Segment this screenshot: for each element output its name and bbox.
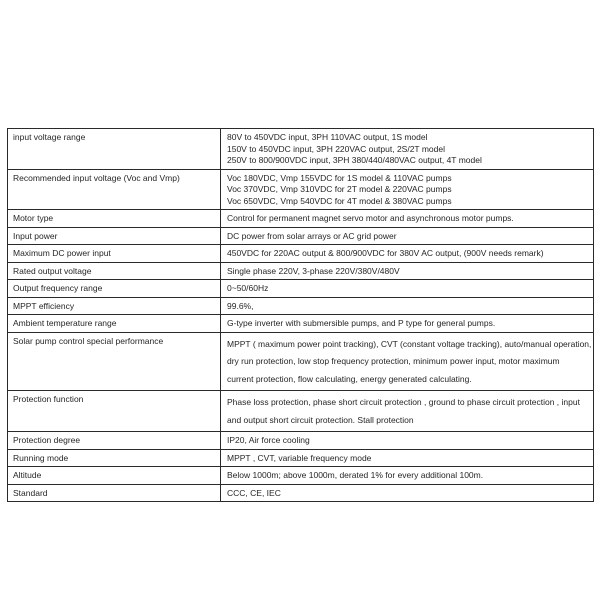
- table-row: [8, 391, 594, 432]
- value-cell: [221, 432, 594, 450]
- table-row: [8, 227, 594, 245]
- param-cell: [8, 332, 221, 391]
- value-line: 0~50/60Hz: [227, 283, 269, 293]
- value-line: Voc 650VDC, Vmp 540VDC for 4T model & 380VAC pumps: [227, 195, 452, 206]
- value-line: and output short circuit protection. Stall protection: [227, 414, 414, 425]
- param-label: Running mode: [13, 452, 69, 463]
- value-line: Single phase 220V, 3-phase 220V/380V/480V: [227, 265, 400, 276]
- value-line: Voc 370VDC, Vmp 310VDC for 2T model & 220VAC pumps: [227, 184, 452, 194]
- param-cell: [8, 391, 221, 432]
- table-row: [8, 315, 594, 333]
- param-cell: [8, 129, 221, 170]
- table-row: [8, 280, 594, 298]
- table-row: [8, 169, 594, 210]
- table-row: [8, 129, 594, 170]
- value-line: Voc 180VDC, Vmp 155VDC for 1S model & 110VAC pumps: [227, 172, 452, 183]
- value-line: Below 1000m; above 1000m, derated 1% for every additional 100m.: [227, 470, 484, 480]
- value-cell: [221, 332, 594, 391]
- param-label: Protection degree: [13, 435, 81, 445]
- param-label: Altitude: [13, 470, 42, 480]
- param-label: MPPT efficiency: [13, 300, 75, 311]
- value-line: 99.6%,: [227, 300, 254, 311]
- value-line: dry run protection, low stop frequency protection, minimum power input, motor maximum: [227, 356, 560, 366]
- param-label: Rated output voltage: [13, 265, 92, 276]
- value-cell: [221, 315, 594, 333]
- table-row: [8, 245, 594, 263]
- param-label: input voltage range: [13, 132, 86, 142]
- param-cell: [8, 467, 221, 485]
- param-cell: [8, 210, 221, 228]
- param-cell: [8, 245, 221, 263]
- param-label: Solar pump control special performance: [13, 335, 164, 346]
- value-line: 150V to 450VDC input, 3PH 220VAC output, 2S/2T model: [227, 143, 445, 154]
- value-line: 450VDC for 220AC output & 800/900VDC for 380V AC output, (900V needs remark): [227, 248, 544, 258]
- table-row: [8, 332, 594, 391]
- param-label: Maximum DC power input: [13, 248, 111, 258]
- param-label: Recommended input voltage (Voc and Vmp): [13, 172, 180, 183]
- value-line: MPPT , CVT, variable frequency mode: [227, 452, 372, 463]
- value-line: current protection, flow calculating, energy generated calculating.: [227, 373, 472, 384]
- spec-table-body: [8, 129, 594, 502]
- value-line: CCC, CE, IEC: [227, 487, 281, 498]
- value-cell: [221, 169, 594, 210]
- value-cell: [221, 391, 594, 432]
- param-cell: [8, 432, 221, 450]
- table-row: [8, 484, 594, 502]
- value-line: IP20, Air force cooling: [227, 435, 310, 445]
- param-cell: [8, 297, 221, 315]
- value-cell: [221, 262, 594, 280]
- value-cell: [221, 210, 594, 228]
- param-cell: [8, 484, 221, 502]
- param-cell: [8, 227, 221, 245]
- param-cell: [8, 315, 221, 333]
- spec-table: [7, 128, 594, 502]
- param-label: Input power: [13, 230, 58, 241]
- param-cell: [8, 449, 221, 467]
- value-cell: [221, 280, 594, 298]
- value-cell: [221, 484, 594, 502]
- value-cell: [221, 467, 594, 485]
- value-cell: [221, 245, 594, 263]
- value-cell: [221, 129, 594, 170]
- param-cell: [8, 280, 221, 298]
- table-row: [8, 262, 594, 280]
- param-label: Motor type: [13, 213, 54, 223]
- param-label: Ambient temperature range: [13, 318, 117, 328]
- value-cell: [221, 227, 594, 245]
- table-row: [8, 432, 594, 450]
- value-line: G-type inverter with submersible pumps, and P type for general pumps.: [227, 318, 496, 328]
- value-line: Control for permanent magnet servo motor and asynchronous motor pumps.: [227, 213, 514, 223]
- value-line: 80V to 450VDC input, 3PH 110VAC output, 1S model: [227, 132, 428, 142]
- value-cell: [221, 449, 594, 467]
- param-cell: [8, 169, 221, 210]
- value-line: DC power from solar arrays or AC grid power: [227, 230, 397, 241]
- table-row: [8, 449, 594, 467]
- value-line: Phase loss protection, phase short circuit protection , ground to phase circuit protection , input: [227, 397, 580, 407]
- param-label: Protection function: [13, 394, 84, 404]
- param-label: Standard: [13, 487, 48, 498]
- table-row: [8, 467, 594, 485]
- table-row: [8, 210, 594, 228]
- param-label: Output frequency range: [13, 283, 103, 293]
- value-line: MPPT ( maximum power point tracking), CVT (constant voltage tracking), auto/manual operation,: [227, 338, 592, 349]
- table-row: [8, 297, 594, 315]
- value-cell: [221, 297, 594, 315]
- param-cell: [8, 262, 221, 280]
- value-line: 250V to 800/900VDC input, 3PH 380/440/480VAC output, 4T model: [227, 155, 482, 165]
